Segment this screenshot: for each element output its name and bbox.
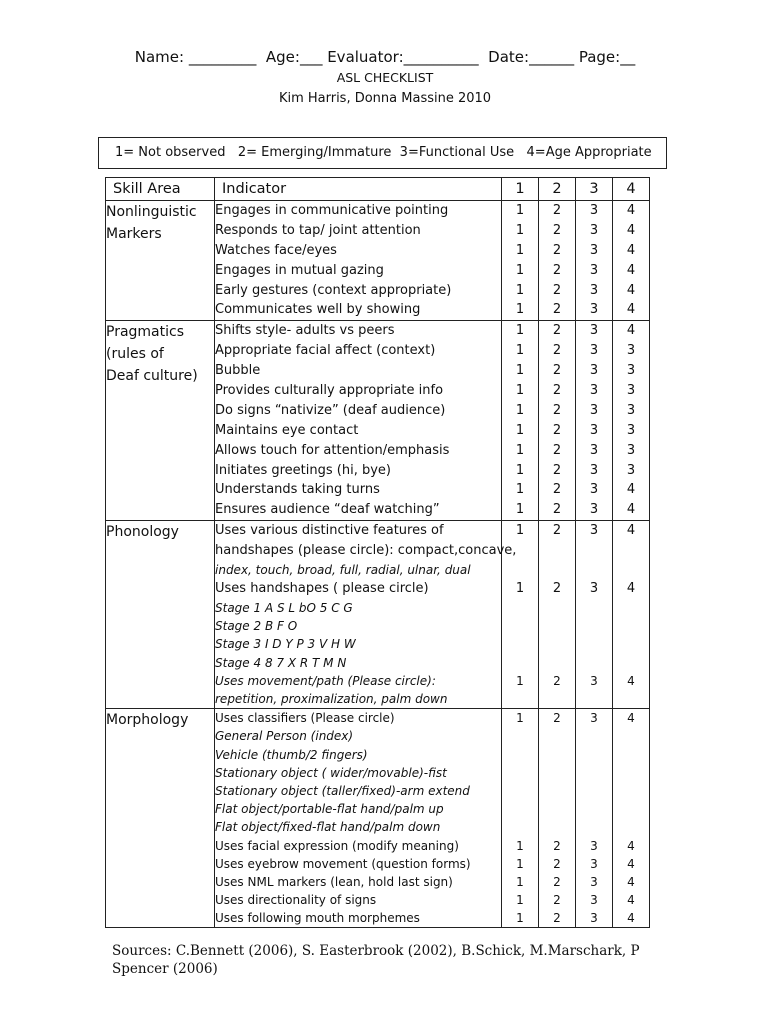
- rating-option[interactable]: 2: [552, 422, 562, 438]
- rating-option[interactable]: 4: [626, 302, 636, 318]
- rating-spacer: [576, 599, 612, 617]
- indicator-item: Engages in mutual gazing: [215, 262, 384, 278]
- indicator-item: Early gestures (context appropriate): [215, 282, 452, 298]
- rating-option[interactable]: 3: [626, 343, 636, 359]
- skill-area-cell: [106, 709, 215, 928]
- indicator-item: Uses following mouth morphemes: [215, 911, 420, 926]
- rating-option[interactable]: 1: [515, 462, 525, 478]
- rating-option[interactable]: 3: [626, 383, 636, 399]
- rating-option[interactable]: 4: [627, 673, 635, 688]
- rating-column-3-cell: [576, 321, 613, 521]
- rating-option[interactable]: 2: [553, 838, 561, 853]
- rating-option[interactable]: 4: [627, 893, 635, 908]
- rating-option[interactable]: 3: [590, 893, 598, 908]
- rating-spacer: [502, 727, 538, 745]
- rating-option[interactable]: 4: [626, 203, 636, 218]
- rating-option[interactable]: 1: [516, 874, 524, 889]
- indicator-item: Uses various distinctive features of: [215, 523, 444, 539]
- rating-spacer: [502, 746, 538, 764]
- rating-option[interactable]: 1: [516, 838, 524, 853]
- rating-column-3-cell: [576, 709, 613, 928]
- rating-option[interactable]: 1: [515, 523, 525, 539]
- indicator-item: handshapes (please circle): compact,concave,: [215, 543, 517, 559]
- rating-option[interactable]: 2: [552, 482, 562, 498]
- skill-area-label: Markers: [106, 226, 162, 242]
- rating-column-3-cell: [576, 521, 613, 709]
- rating-option[interactable]: 2: [553, 874, 561, 889]
- skill-section-row: [106, 709, 650, 928]
- rating-column-4-cell: [613, 709, 650, 928]
- skill-area-label: Phonology: [106, 524, 179, 541]
- indicator-item: Uses eyebrow movement (question forms): [215, 856, 471, 871]
- rating-option[interactable]: 3: [589, 363, 599, 379]
- rating-spacer: [539, 599, 575, 617]
- rating-spacer: [502, 561, 538, 579]
- rating-option[interactable]: 1: [515, 402, 525, 418]
- rating-spacer: [613, 561, 649, 579]
- rating-option[interactable]: 3: [590, 711, 598, 726]
- rating-spacer: [613, 727, 649, 745]
- rating-option[interactable]: 3: [590, 673, 598, 688]
- indicator-item: Stationary object ( wider/movable)-fist: [215, 765, 447, 780]
- rating-option[interactable]: 2: [552, 383, 562, 399]
- rating-option[interactable]: 4: [626, 222, 636, 238]
- rating-option[interactable]: 1: [515, 222, 525, 238]
- rating-option[interactable]: 3: [589, 442, 599, 458]
- rating-option[interactable]: 3: [589, 262, 599, 278]
- indicator-item: Responds to tap/ joint attention: [215, 222, 421, 238]
- rating-option[interactable]: 4: [627, 911, 635, 926]
- rating-spacer: [613, 818, 649, 836]
- rating-option[interactable]: 1: [515, 581, 525, 597]
- document-title: ASL CHECKLIST: [336, 70, 434, 85]
- indicator-cell: [215, 201, 502, 321]
- rating-spacer: [576, 541, 612, 561]
- rating-option[interactable]: 3: [589, 222, 599, 238]
- rating-column-1-cell: [502, 201, 539, 321]
- indicator-item: Ensures audience “deaf watching”: [215, 502, 440, 518]
- rating-option[interactable]: 4: [626, 262, 636, 278]
- rating-option[interactable]: 2: [553, 893, 561, 908]
- rating-option[interactable]: 1: [515, 323, 525, 339]
- rating-spacer: [502, 800, 538, 818]
- rating-option[interactable]: 1: [515, 262, 525, 278]
- skill-area-cell: [106, 321, 215, 521]
- rating-column-4-cell: [613, 201, 650, 321]
- rating-option[interactable]: 4: [627, 856, 635, 871]
- rating-option[interactable]: 2: [553, 856, 561, 871]
- rating-option[interactable]: 3: [589, 422, 599, 438]
- rating-option[interactable]: 2: [552, 262, 562, 278]
- rating-column-4-cell: [613, 521, 650, 709]
- rating-spacer: [576, 746, 612, 764]
- rating-option[interactable]: 1: [516, 911, 524, 926]
- rating-option[interactable]: 1: [516, 893, 524, 908]
- column-header: 2: [539, 178, 576, 201]
- rating-spacer: [539, 635, 575, 653]
- rating-option[interactable]: 4: [626, 242, 636, 258]
- indicator-item: Stage 2 B F O: [215, 619, 298, 634]
- rating-option[interactable]: 3: [589, 242, 599, 258]
- rating-option[interactable]: 4: [626, 282, 636, 298]
- skill-section-row: [106, 321, 650, 521]
- rating-spacer: [613, 617, 649, 635]
- rating-spacer: [539, 561, 575, 579]
- rating-option[interactable]: 4: [626, 482, 636, 498]
- rating-spacer: [502, 818, 538, 836]
- rating-spacer: [613, 654, 649, 672]
- rating-column-1-cell: [502, 321, 539, 521]
- rating-spacer: [613, 746, 649, 764]
- rating-spacer: [576, 818, 612, 836]
- skill-section-row: [106, 521, 650, 709]
- rating-option[interactable]: 4: [626, 581, 636, 597]
- rating-option[interactable]: 2: [552, 442, 562, 458]
- rating-option[interactable]: 1: [515, 282, 525, 298]
- column-header: Skill Area: [106, 178, 215, 201]
- rating-option[interactable]: 2: [553, 911, 561, 926]
- rating-column-2-cell: [539, 321, 576, 521]
- rating-column-2-cell: [539, 201, 576, 321]
- rating-option[interactable]: 3: [626, 422, 636, 438]
- document-authors: Kim Harris, Donna Massine 2010: [278, 91, 492, 106]
- skill-area-cell: [106, 521, 215, 709]
- indicator-item: Stage 3 I D Y P 3 V H W: [215, 637, 356, 652]
- indicator-item: Stage 4 8 7 X R T M N: [215, 655, 347, 670]
- rating-spacer: [502, 617, 538, 635]
- rating-spacer: [613, 635, 649, 653]
- indicator-item: repetition, proximalization, palm down: [215, 692, 448, 707]
- rating-spacer: [539, 654, 575, 672]
- rating-option[interactable]: 1: [515, 482, 525, 498]
- rating-spacer: [539, 617, 575, 635]
- rating-option[interactable]: 2: [552, 502, 562, 518]
- rating-spacer: [613, 541, 649, 561]
- rating-spacer: [502, 782, 538, 800]
- indicator-item: Uses directionality of signs: [215, 893, 377, 908]
- rating-spacer: [539, 764, 575, 782]
- rating-option[interactable]: 3: [589, 203, 599, 218]
- rating-option[interactable]: 1: [515, 383, 525, 399]
- rating-spacer: [576, 654, 612, 672]
- rating-spacer: [613, 764, 649, 782]
- rating-column-2-cell: [539, 521, 576, 709]
- rating-spacer: [576, 690, 612, 708]
- rating-spacer: [502, 635, 538, 653]
- indicator-item: index, touch, broad, full, radial, ulnar, dual: [215, 563, 471, 578]
- rating-option[interactable]: 1: [515, 302, 525, 318]
- rating-option[interactable]: 3: [589, 581, 599, 597]
- rating-spacer: [539, 690, 575, 708]
- indicator-item: Initiates greetings (hi, bye): [215, 462, 391, 478]
- rating-option[interactable]: 4: [626, 523, 636, 539]
- rating-spacer: [539, 727, 575, 745]
- rating-option[interactable]: 1: [515, 442, 525, 458]
- rating-option[interactable]: 1: [516, 856, 524, 871]
- rating-spacer: [539, 800, 575, 818]
- indicator-item: Uses movement/path (Please circle):: [215, 673, 436, 688]
- rating-option[interactable]: 4: [627, 874, 635, 889]
- rating-option[interactable]: 2: [552, 402, 562, 418]
- indicator-item: Maintains eye contact: [215, 422, 359, 438]
- rating-option[interactable]: 3: [589, 502, 599, 518]
- rating-option[interactable]: 3: [589, 383, 599, 399]
- skill-section-row: [106, 201, 650, 321]
- rating-option[interactable]: 2: [552, 363, 562, 379]
- indicator-item: Uses NML markers (lean, hold last sign): [215, 874, 453, 889]
- checklist-table: [105, 177, 650, 928]
- rating-option[interactable]: 3: [626, 442, 636, 458]
- rating-option[interactable]: 4: [626, 323, 636, 339]
- rating-option[interactable]: 3: [626, 402, 636, 418]
- rating-option[interactable]: 1: [515, 422, 525, 438]
- rating-spacer: [502, 764, 538, 782]
- rating-spacer: [502, 599, 538, 617]
- rating-spacer: [576, 782, 612, 800]
- rating-option[interactable]: 3: [590, 838, 598, 853]
- rating-option[interactable]: 3: [589, 302, 599, 318]
- skill-area-cell: [106, 201, 215, 321]
- column-header: Indicator: [215, 178, 502, 201]
- rating-option[interactable]: 1: [515, 242, 525, 258]
- indicator-item: Allows touch for attention/emphasis: [215, 442, 450, 458]
- indicator-item: Understands taking turns: [215, 482, 380, 498]
- rating-option[interactable]: 2: [552, 343, 562, 359]
- rating-spacer: [576, 764, 612, 782]
- indicator-item: Uses classifiers (Please circle): [215, 711, 395, 726]
- rating-spacer: [502, 654, 538, 672]
- indicator-item: Appropriate facial affect (context): [215, 343, 436, 359]
- rating-spacer: [576, 800, 612, 818]
- rating-option[interactable]: 3: [590, 856, 598, 871]
- indicator-item: Flat object/fixed-flat hand/palm down: [215, 820, 441, 835]
- indicator-cell: [215, 521, 517, 709]
- rating-option[interactable]: 1: [515, 203, 525, 218]
- rating-spacer: [613, 599, 649, 617]
- rating-option[interactable]: 3: [589, 323, 599, 339]
- indicator-item: Provides culturally appropriate info: [215, 383, 444, 399]
- rating-option[interactable]: 2: [552, 203, 562, 218]
- rating-option[interactable]: 2: [552, 302, 562, 318]
- rating-spacer: [613, 690, 649, 708]
- rating-option[interactable]: 1: [515, 343, 525, 359]
- rating-spacer: [576, 617, 612, 635]
- indicator-item: Do signs “nativize” (deaf audience): [215, 402, 446, 418]
- rating-option[interactable]: 1: [515, 363, 525, 379]
- rating-spacer: [502, 690, 538, 708]
- rating-spacer: [539, 818, 575, 836]
- indicator-item: Stage 1 A S L bO 5 C G: [215, 601, 353, 616]
- rating-option[interactable]: 2: [552, 523, 562, 539]
- rating-option[interactable]: 3: [590, 911, 598, 926]
- rating-option[interactable]: 2: [553, 673, 561, 688]
- indicator-item: Communicates well by showing: [215, 302, 421, 318]
- skill-area-label: Nonlinguistic: [106, 204, 197, 220]
- indicator-item: Stationary object (taller/fixed)-arm extend: [215, 783, 470, 798]
- indicator-item: Shifts style- adults vs peers: [215, 323, 395, 339]
- skill-area-label: Pragmatics: [106, 324, 185, 341]
- rating-option[interactable]: 3: [589, 482, 599, 498]
- indicator-item: Uses facial expression (modify meaning): [215, 838, 459, 853]
- rating-option[interactable]: 3: [589, 462, 599, 478]
- rating-option[interactable]: 2: [552, 323, 562, 339]
- rating-option[interactable]: 2: [552, 462, 562, 478]
- header-fields: Name: _________ Age:___ Evaluator:__________ Date:______ Page:__: [134, 48, 636, 66]
- rating-spacer: [576, 635, 612, 653]
- column-header: 3: [576, 178, 613, 201]
- table-header-row: [106, 178, 650, 201]
- rating-column-1-cell: [502, 709, 539, 928]
- skill-area-label: (rules of: [106, 346, 164, 363]
- rating-column-3-cell: [576, 201, 613, 321]
- indicator-item: Uses handshapes ( please circle): [215, 581, 429, 597]
- rating-option[interactable]: 4: [626, 502, 636, 518]
- indicator-item: General Person (index): [215, 729, 354, 744]
- indicator-item: Engages in communicative pointing: [215, 203, 449, 218]
- rating-option[interactable]: 4: [627, 838, 635, 853]
- rating-spacer: [539, 782, 575, 800]
- rating-option[interactable]: 4: [627, 711, 635, 726]
- indicator-item: Vehicle (thumb/2 fingers): [215, 747, 368, 762]
- rating-option[interactable]: 2: [553, 711, 561, 726]
- rating-column-2-cell: [539, 709, 576, 928]
- rating-option[interactable]: 3: [626, 363, 636, 379]
- indicator-item: Bubble: [215, 363, 261, 379]
- checklist-body: [106, 201, 650, 928]
- rating-legend: 1= Not observed 2= Emerging/Immature 3=Functional Use 4=Age Appropriate: [98, 137, 667, 169]
- rating-spacer: [539, 541, 575, 561]
- column-header: 1: [502, 178, 539, 201]
- rating-option[interactable]: 3: [590, 874, 598, 889]
- rating-option[interactable]: 3: [626, 462, 636, 478]
- rating-option[interactable]: 2: [552, 222, 562, 238]
- rating-spacer: [576, 727, 612, 745]
- rating-option[interactable]: 1: [516, 711, 524, 726]
- rating-option[interactable]: 2: [552, 581, 562, 597]
- rating-spacer: [576, 561, 612, 579]
- rating-option[interactable]: 3: [589, 343, 599, 359]
- rating-option[interactable]: 1: [515, 502, 525, 518]
- column-header: 4: [613, 178, 650, 201]
- rating-option[interactable]: 3: [589, 402, 599, 418]
- indicator-item: Flat object/portable-flat hand/palm up: [215, 802, 444, 817]
- rating-option[interactable]: 3: [589, 523, 599, 539]
- rating-option[interactable]: 3: [589, 282, 599, 298]
- rating-spacer: [613, 800, 649, 818]
- rating-spacer: [539, 746, 575, 764]
- rating-option[interactable]: 1: [516, 673, 524, 688]
- indicator-item: Watches face/eyes: [215, 242, 337, 258]
- rating-option[interactable]: 2: [552, 242, 562, 258]
- skill-area-label: Deaf culture): [106, 368, 198, 385]
- skill-area-label: Morphology: [106, 712, 189, 729]
- rating-option[interactable]: 2: [552, 282, 562, 298]
- rating-spacer: [613, 782, 649, 800]
- sources-note: Sources: C.Bennett (2006), S. Easterbrook (2002), B.Schick, M.Marschark, P Spencer (2006): [112, 943, 640, 977]
- rating-column-4-cell: [613, 321, 650, 521]
- indicator-cell: [215, 321, 502, 521]
- indicator-cell: [215, 709, 502, 928]
